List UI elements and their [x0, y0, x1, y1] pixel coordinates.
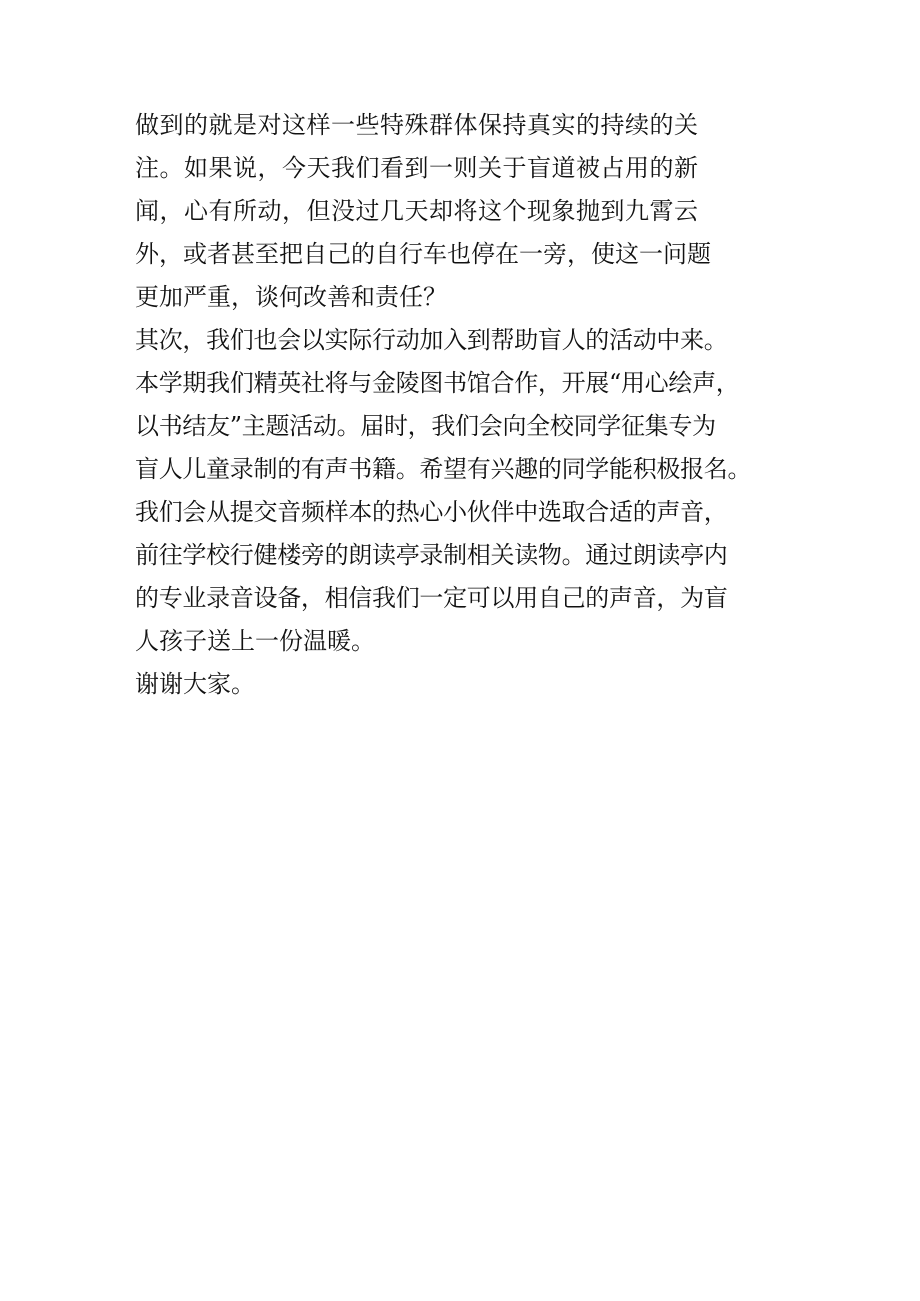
text-line: 闻，心有所动，但没过几天却将这个现象抛到九霄云	[135, 197, 699, 225]
text-line: 人孩子送上一份温暖。	[135, 627, 375, 655]
document-body	[135, 104, 835, 706]
text-line: 盲人儿童录制的有声书籍。希望有兴趣的同学能积极报名。	[135, 455, 752, 483]
text-line: 的专业录音设备，相信我们一定可以用自己的声音，为盲	[135, 584, 728, 612]
text-line: 更加严重，谈何改善和责任？	[135, 283, 447, 311]
text-line: 谢谢大家。	[135, 670, 255, 698]
text-line: 以书结友”主题活动。届时，我们会向全校同学征集专为	[135, 412, 716, 440]
text-line: 注。如果说，今天我们看到一则关于盲道被占用的新	[135, 154, 699, 182]
text-line: 其次，我们也会以实际行动加入到帮助盲人的活动中来。	[135, 326, 728, 354]
text-line: 前往学校行健楼旁的朗读亭录制相关读物。通过朗读亭内	[135, 541, 728, 569]
text-line: 我们会从提交音频样本的热心小伙伴中选取合适的声音，	[135, 498, 728, 526]
text-line: 做到的就是对这样一些特殊群体保持真实的持续的关	[135, 111, 699, 139]
text-line: 外，或者甚至把自己的自行车也停在一旁，使这一问题	[135, 240, 711, 268]
text-line: 本学期我们精英社将与金陵图书馆合作，开展“用心绘声，	[135, 369, 740, 397]
